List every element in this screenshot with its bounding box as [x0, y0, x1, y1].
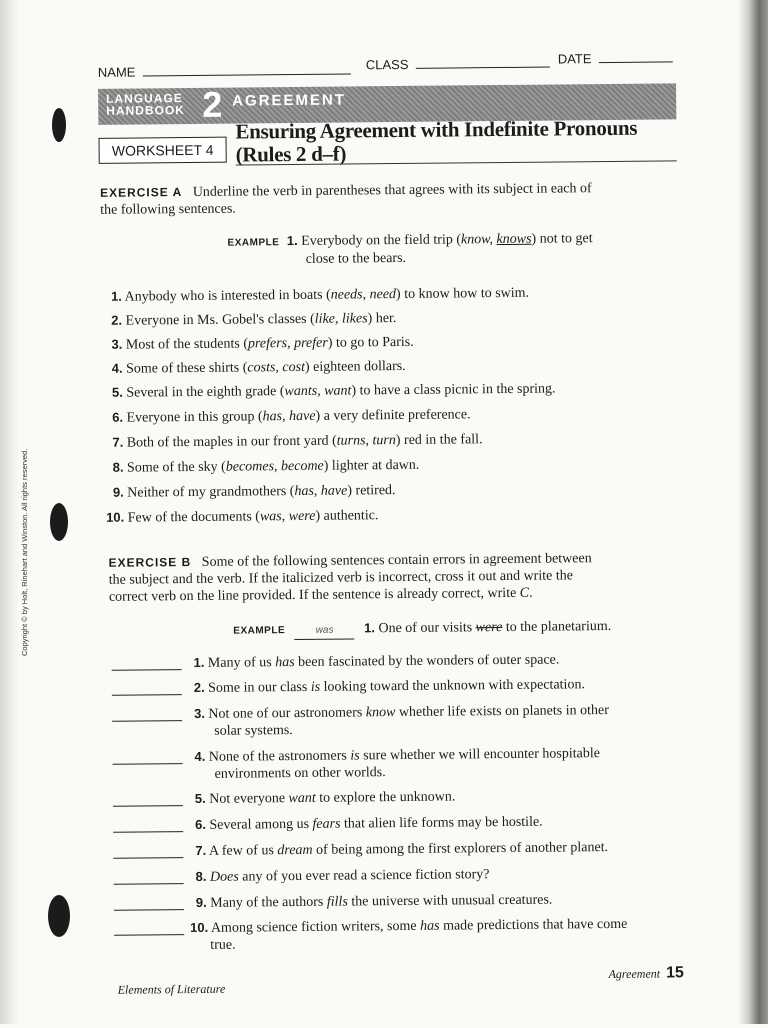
exercise-b-instruction-end: .	[529, 585, 533, 601]
item-number: 1.	[193, 654, 205, 670]
item-number: 8.	[112, 459, 124, 475]
item-number: 9.	[195, 894, 207, 910]
exercise-a-example	[227, 228, 667, 268]
answer-line[interactable]	[113, 805, 183, 807]
example-b-label: EXAMPLE	[233, 625, 286, 637]
copyright-notice: Copyright © by Holt, Rinehart and Winston. All rights reserved.	[20, 448, 29, 656]
exercise-b-item	[195, 787, 456, 807]
item-number: 10.	[190, 919, 209, 936]
item-number: 6.	[112, 409, 124, 425]
class-line[interactable]	[416, 67, 550, 69]
item-text-pre: Several in the eighth grade (	[126, 384, 285, 401]
example-b-text-post: to the planetarium.	[505, 618, 612, 635]
class-label: CLASS	[365, 56, 409, 73]
item-number: 3.	[193, 705, 205, 721]
item-number: 10.	[106, 509, 125, 525]
item-text-pre: Everyone in Ms. Gobel's classes (	[125, 311, 315, 329]
item-text-post: of being among the first explorers of another planet.	[316, 840, 609, 858]
answer-line[interactable]	[114, 909, 184, 911]
worksheet-title-line1: Ensuring Agreement with Indefinite Pronouns	[235, 115, 638, 144]
item-verb-options[interactable]: needs, need	[330, 287, 397, 303]
exercise-b-item	[194, 675, 585, 697]
item-text-post: that alien life forms may be hostile.	[343, 814, 543, 832]
item-italic-verb[interactable]: is	[310, 679, 321, 695]
chapter-number: 2	[201, 83, 223, 125]
item-text-pre: Among science fiction writers, some	[210, 918, 417, 936]
item-italic-verb[interactable]: has	[420, 918, 440, 934]
exercise-a-instruction-1: Underline the verb in parentheses that agrees with its subject in each of	[192, 181, 592, 200]
example-option-2: knows	[496, 231, 532, 248]
item-text-pre: Most of the students (	[125, 336, 249, 353]
item-verb-options[interactable]: has, have	[294, 483, 348, 500]
exercise-b-instructions	[109, 549, 689, 606]
footer-book-title: Elements of Literature	[117, 981, 226, 997]
item-number: 1.	[110, 288, 122, 304]
item-text-pre: Some in our class	[208, 679, 308, 696]
item-text-post: any of you ever read a science fiction story?	[242, 867, 490, 885]
exercise-b-instruction-c: C	[519, 585, 530, 601]
item-text-pre: Many of the authors	[210, 894, 324, 911]
item-verb-options[interactable]: costs, cost	[247, 359, 306, 376]
date-line[interactable]	[599, 61, 673, 63]
item-text-post: ) retired.	[347, 483, 396, 499]
item-number: 6.	[195, 816, 207, 832]
exercise-a-instruction-2: the following sentences.	[100, 201, 236, 218]
exercise-a-item	[111, 284, 529, 306]
item-line-2: solar systems.	[214, 723, 293, 739]
item-text-pre: Both of the maples in our front yard (	[126, 433, 337, 451]
exercise-b-item	[194, 744, 600, 783]
item-verb-options[interactable]: has, have	[262, 408, 316, 425]
item-text-post: to explore the unknown.	[319, 789, 456, 806]
exercise-a-item	[111, 333, 413, 354]
item-text-pre: Neither of my grandmothers (	[127, 484, 295, 501]
handbook-line2: HANDBOOK	[106, 103, 185, 118]
item-verb-options[interactable]: turns, turn	[336, 433, 396, 449]
page-number: 15	[666, 964, 684, 982]
example-b-text-pre: One of our visits	[378, 620, 473, 637]
chapter-title: AGREEMENT	[232, 91, 347, 110]
item-text-post: ) to have a class picnic in the spring.	[351, 381, 556, 399]
item-text-post: the universe with unusual creatures.	[351, 892, 553, 910]
example-option-1: know,	[460, 232, 494, 248]
example-label: EXAMPLE	[227, 237, 280, 249]
exercise-b-item	[195, 838, 608, 860]
exercise-b-instruction-3: correct verb on the line provided. If the sentence is already correct, write	[108, 585, 517, 605]
example-line-2: close to the bears.	[305, 250, 407, 267]
item-number: 7.	[112, 434, 124, 450]
item-number: 5.	[111, 384, 123, 400]
worksheet-title-line2: (Rules 2 d–f)	[235, 141, 347, 167]
item-number: 2.	[111, 312, 123, 328]
item-text-pre: Some of these shirts (	[126, 360, 248, 377]
example-b-number: 1.	[363, 620, 375, 636]
item-text-post: looking toward the unknown with expectation.	[323, 677, 585, 695]
item-text-pre: Not everyone	[209, 791, 286, 807]
exercise-a-item	[111, 309, 396, 330]
item-text-pre: Several among us	[209, 816, 310, 833]
answer-line[interactable]	[113, 857, 183, 859]
example-b-answer: was	[315, 624, 334, 636]
footer-page-info	[608, 964, 684, 983]
class-field	[366, 56, 550, 73]
answer-line[interactable]	[114, 934, 184, 936]
item-number: 4.	[194, 748, 206, 764]
item-verb-options[interactable]: like, likes	[314, 311, 368, 327]
item-text-post: ) red in the fall.	[395, 432, 483, 449]
item-text-post: ) authentic.	[315, 508, 379, 524]
exercise-a-heading: EXERCISE A	[99, 185, 183, 200]
item-number: 7.	[195, 842, 207, 858]
item-italic-verb[interactable]: fears	[312, 816, 341, 832]
item-text-post: been fascinated by the wonders of outer space.	[298, 652, 560, 670]
item-text-pre: Not one of our astronomers	[208, 705, 363, 722]
item-text-post: ) a very definite preference.	[315, 407, 471, 424]
exercise-a-item	[112, 380, 556, 402]
item-italic-verb[interactable]: has	[275, 655, 295, 671]
exercise-b-example	[233, 616, 683, 640]
item-text-post: ) lighter at dawn.	[323, 457, 420, 474]
item-number: 8.	[195, 868, 207, 884]
item-text-pre: A few of us	[208, 843, 274, 859]
worksheet-label: WORKSHEET 4	[99, 137, 227, 164]
exercise-b-instruction-1: Some of the following sentences contain errors in agreement between	[201, 551, 592, 570]
example-b-answer-line	[295, 620, 355, 640]
exercise-a-item	[113, 456, 420, 477]
answer-line[interactable]	[113, 763, 183, 765]
item-number: 5.	[194, 790, 206, 806]
item-verb-options[interactable]: wants, want	[284, 383, 352, 400]
exercise-b-item	[195, 813, 543, 834]
item-italic-verb[interactable]: is	[350, 748, 360, 764]
footer-section-label: Agreement	[608, 966, 661, 982]
item-number: 3.	[111, 336, 123, 352]
item-italic-verb[interactable]: know	[365, 705, 396, 721]
example-text-pre: Everybody on the field trip (	[301, 232, 462, 249]
item-number: 2.	[193, 679, 205, 695]
date-field	[558, 50, 673, 66]
name-field	[98, 62, 351, 79]
item-italic-verb[interactable]: want	[288, 790, 316, 807]
exercise-b-item	[190, 915, 628, 954]
item-line-2: true.	[210, 937, 236, 953]
name-line[interactable]	[143, 73, 351, 76]
exercise-b-item	[196, 891, 553, 912]
item-text-pre: Few of the documents (	[127, 509, 261, 526]
exercise-b-instruction-2: the subject and the verb. If the italicized verb is incorrect, cross it out and write the	[108, 568, 573, 588]
item-line-2: environments on other worlds.	[214, 765, 386, 782]
answer-line[interactable]	[113, 831, 183, 833]
exercise-b-heading: EXERCISE B	[108, 555, 192, 570]
item-verb-options[interactable]: becomes, become	[225, 458, 324, 475]
item-text-pre: Anybody who is interested in boats (	[124, 287, 331, 305]
item-text-pre: Some of the sky (	[126, 459, 226, 476]
answer-line[interactable]	[112, 669, 182, 671]
item-number: 4.	[111, 360, 123, 376]
name-label: NAME	[97, 64, 136, 80]
answer-line[interactable]	[114, 883, 184, 885]
item-text-post: sure whether we will encounter hospitable	[363, 746, 600, 764]
item-text-post: whether life exists on planets in other	[398, 703, 609, 721]
exercise-b-item	[193, 650, 559, 672]
example-b-struck-verb: were	[475, 620, 503, 636]
item-italic-verb[interactable]: Does	[209, 869, 239, 885]
example-text-post: ) not to get	[531, 231, 593, 247]
exercise-b-item	[196, 865, 490, 886]
item-text-post: ) eighteen dollars.	[304, 358, 406, 375]
item-text-pre: Everyone in this group (	[126, 409, 263, 426]
answer-line[interactable]	[112, 720, 182, 722]
worksheet-title	[235, 116, 675, 166]
item-number: 9.	[112, 484, 124, 500]
date-label: DATE	[557, 51, 592, 67]
handbook-label	[106, 92, 185, 117]
item-verb-options[interactable]: prefers, prefer	[247, 335, 328, 352]
item-verb-options[interactable]: was, were	[259, 508, 316, 525]
item-text-post: ) to know how to swim.	[395, 285, 530, 303]
handbook-line1: LANGUAGE	[106, 91, 183, 106]
example-number: 1.	[286, 232, 298, 249]
item-italic-verb[interactable]: fills	[326, 894, 348, 910]
item-text-pre: None of the astronomers	[208, 748, 347, 765]
item-text-post: made predictions that have come	[442, 916, 628, 934]
item-text-pre: Many of us	[207, 655, 272, 671]
exercise-b-item	[194, 701, 609, 740]
answer-line[interactable]	[112, 694, 182, 696]
exercise-a-item	[112, 430, 482, 452]
exercise-a-item	[112, 405, 471, 426]
item-text-post: ) her.	[367, 311, 397, 327]
exercise-a-item	[113, 481, 396, 502]
exercise-a-instructions	[100, 179, 685, 219]
item-italic-verb[interactable]: dream	[277, 842, 313, 859]
item-text-post: ) to go to Paris.	[327, 334, 414, 351]
exercise-a-item	[106, 506, 378, 527]
exercise-a-item	[112, 357, 406, 378]
